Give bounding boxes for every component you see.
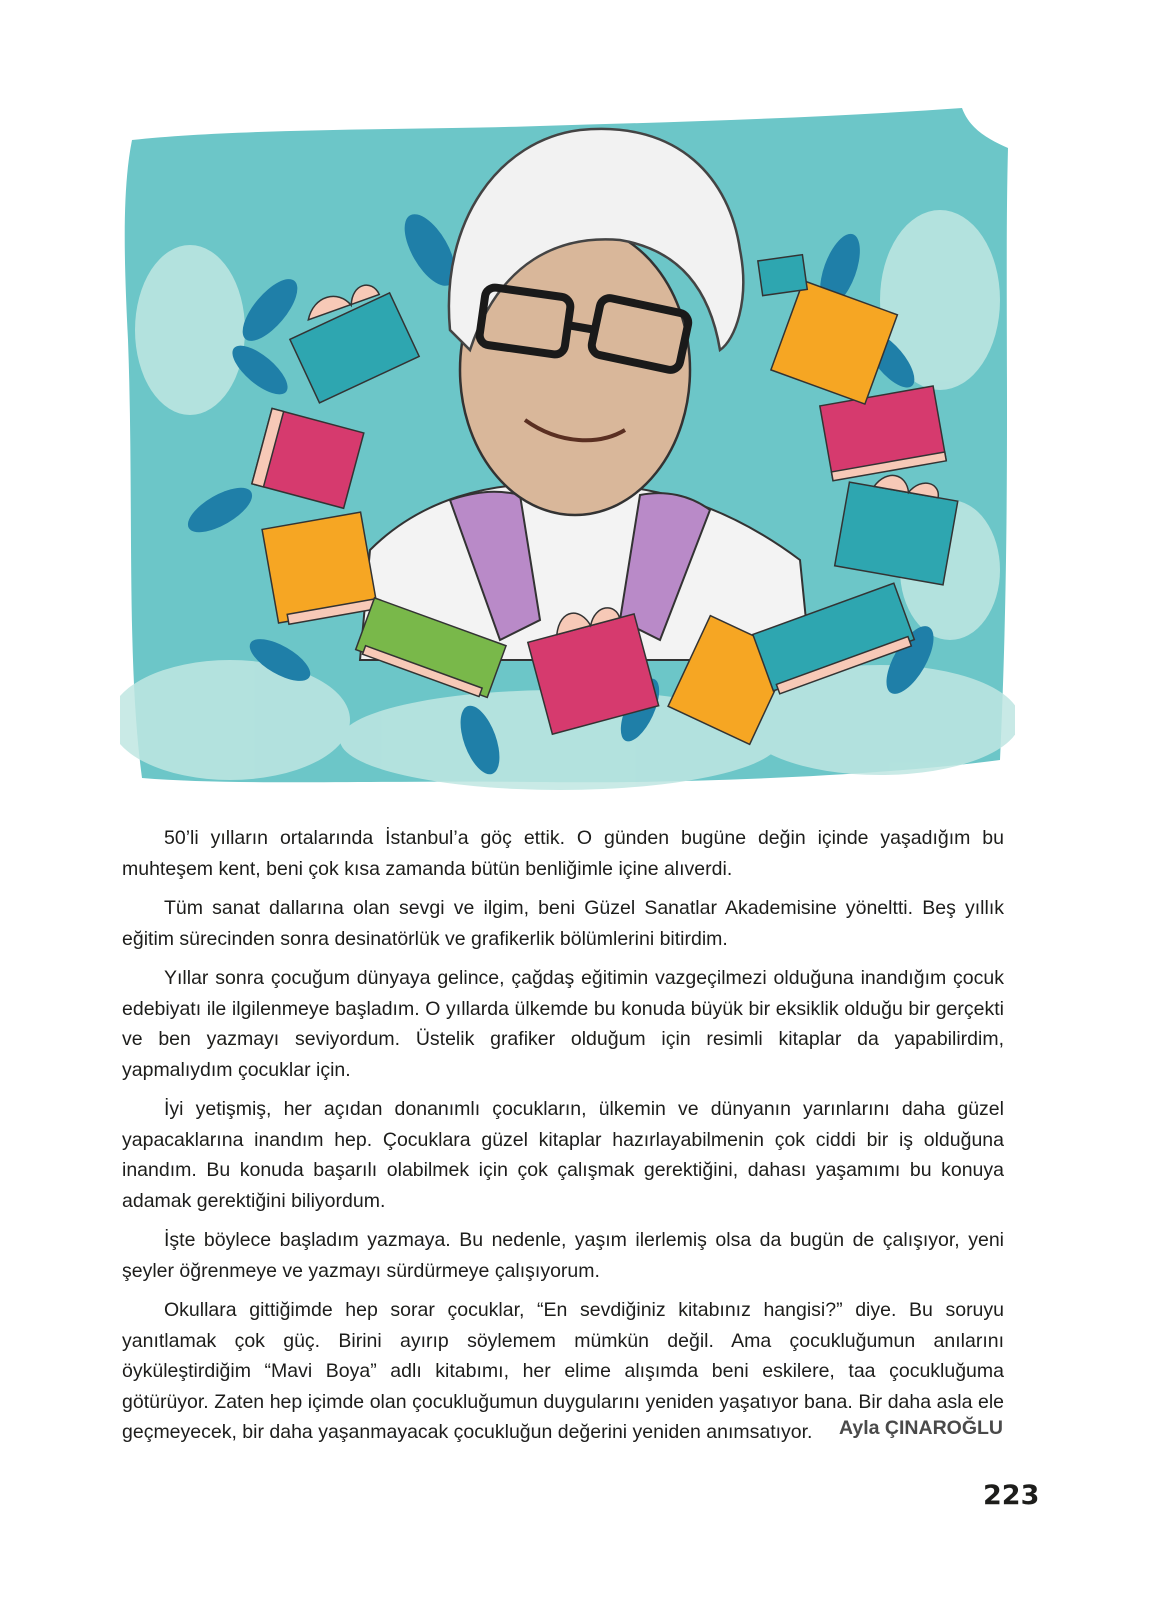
paragraph-6: Okullara gittiğimde hep sorar çocuklar, “En sevdiğiniz kitabınız hangisi?” diye. Bu soruyu yanıtlamak çok güç. Birini ayırıp söylemem mümkün değil. Ama çocukluğumun anılarını öyküleştirdiğim “Mavi Boya” adlı kitabımı, her elime alışımda beni eskilere, taa çocukluğuma götürüyor. Zaten hep içimde olan çocukluğumun duygularını yeniden yaşatıyor bana. Bir daha asla ele geçmeyecek, bir daha yaşanmayacak çocukluğun değerini yeniden anımsatıyor. xyxy=(122,1299,1004,1443)
page-number: 223 xyxy=(983,1480,1040,1511)
author-signature: Ayla ÇINAROĞLU xyxy=(839,1417,1003,1439)
paragraph-2: Tüm sanat dallarına olan sevgi ve ilgim, beni Güzel Sanatlar Akademisine yöneltti. Beş yıllık eğitim sürecinden sonra desinatörlük ve grafikerlik bölümlerini bitirdim. xyxy=(122,897,1004,950)
paragraph-3: Yıllar sonra çocuğum dünyaya gelince, çağdaş eğitimin vazgeçilmezi olduğuna inandığım çocuk edebiyatı ile ilgilenmeye başladım. O yıllarda ülkemde bu konuda büyük bir eksiklik olduğu bir gerçekti ve ben yazmayı seviyordum. Üstelik grafiker olduğum için resimli kitaplar da yapabilirdim, yapmalıydım çocuklar için. xyxy=(122,967,1004,1081)
article-body xyxy=(122,823,1004,1457)
paragraph-4: İyi yetişmiş, her açıdan donanımlı çocukların, ülkemin ve dünyanın yarınlarını daha güzel yapacaklarına inandım hep. Çocuklara güzel kitaplar hazırlayabilmenin çok ciddi bir iş olduğuna inandım. Bu konuda başarılı olabilmek için çok çalışmak gerektiğini, dahası yaşamımı bu konuya adamak gerektiğini biliyordum. xyxy=(122,1098,1004,1212)
paragraph-5: İşte böylece başladım yazmaya. Bu nedenle, yaşım ilerlemiş olsa da bugün de çalışıyor, yeni şeyler öğrenmeye ve yazmayı sürdürmeye çalışıyorum. xyxy=(122,1229,1004,1282)
author-portrait-illustration xyxy=(120,100,1015,790)
paragraph-1: 50’li yılların ortalarında İstanbul’a göç ettik. O günden bugüne değin içinde yaşadığım bu muhteşem kent, beni çok kısa zamanda bütün benliğimle içine alıverdi. xyxy=(122,827,1004,880)
